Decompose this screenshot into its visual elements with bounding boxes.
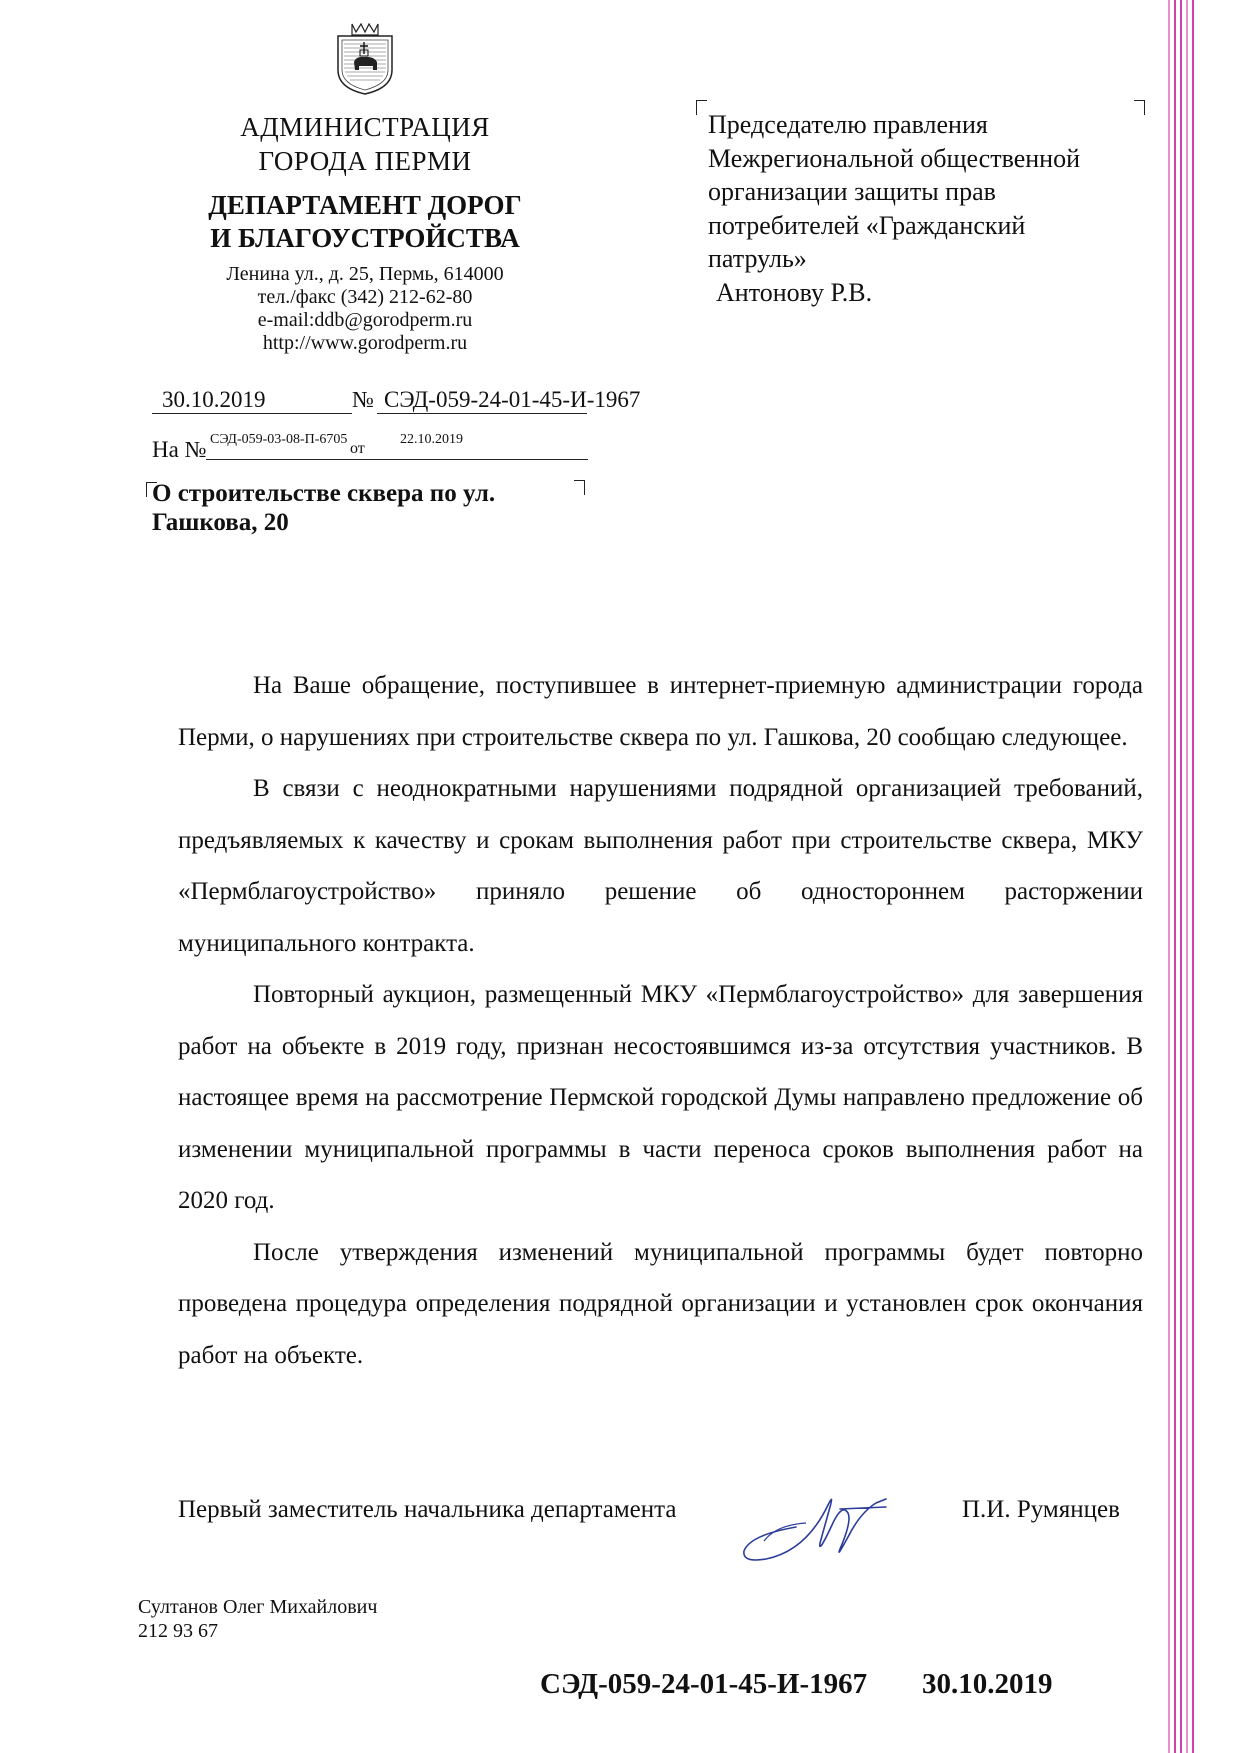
reference-date: 22.10.2019 (400, 432, 463, 447)
recipient-line: потребителей «Гражданский (708, 210, 1026, 240)
recipient-corner-left (696, 100, 707, 115)
recipient-line: патруль» (708, 244, 807, 273)
department-title-line1: ДЕПАРТАМЕНТ ДОРОГ (208, 190, 522, 220)
margin-line (1174, 0, 1176, 1753)
registration-number: СЭД-059-24-01-45-И-1967 (384, 387, 641, 412)
registration-number-underline (377, 413, 587, 414)
recipient-line: организации защиты прав (708, 177, 996, 206)
reference-underline (206, 459, 588, 460)
footer-registration-number: СЭД-059-24-01-45-И-1967 (540, 1668, 868, 1700)
signatory-name: П.И. Румянцев (962, 1496, 1120, 1523)
admin-title-line2: ГОРОДА ПЕРМИ (258, 146, 472, 176)
body-paragraph: После утверждения изменений муниципальной программы будет повторно проведена процедура определения подрядной организации и установлен срок окончания работ на объекте. (178, 1238, 1143, 1369)
recipient-block (708, 108, 1138, 309)
registration-number-label: № (352, 387, 374, 412)
executor-name: Султанов Олег Михайлович (138, 1596, 378, 1618)
handwritten-signature (736, 1485, 906, 1569)
footer-registration-date: 30.10.2019 (922, 1668, 1053, 1700)
signatory-position: Первый заместитель начальника департамента (178, 1496, 677, 1523)
letterhead-phone: тел./факс (342) 212-62-80 (257, 286, 473, 308)
margin-line (1186, 0, 1188, 1753)
recipient-line: Председателю правления (708, 110, 988, 139)
recipient-line: Межрегиональной общественной (708, 143, 1080, 173)
coat-of-arms-icon (334, 18, 396, 96)
registration-date: 30.10.2019 (162, 387, 266, 412)
reference-number: СЭД-059-03-08-П-6705 (210, 432, 348, 447)
margin-line (1180, 0, 1182, 1753)
margin-line (1168, 0, 1170, 1753)
subject-corner-right (574, 480, 585, 495)
letter-subject: О строительстве сквера по ул. Гашкова, 20 (152, 480, 496, 536)
department-title-line2: И БЛАГОУСТРОЙСТВА (210, 223, 520, 253)
body-paragraph: В связи с неоднократными нарушениями подрядной организацией требований, предъявляемых к качеству и срокам выполнения работ при строительстве сквера, МКУ «Пермблагоустройство» приняло решение об одностороннем расторжении муниципального контракта. (178, 775, 1143, 957)
letterhead-email: e-mail:ddb@gorodperm.ru (257, 309, 473, 331)
body-paragraph: На Ваше обращение, поступившее в интернет-приемную администрации города Перми, о нарушениях при строительстве сквера по ул. Гашкова, 20 сообщаю следующее. (178, 672, 1143, 751)
letterhead-address: Ленина ул., д. 25, Пермь, 614000 (226, 263, 504, 285)
body-paragraph: Повторный аукцион, размещенный МКУ «Пермблагоустройство» для завершения работ на объекте в 2019 году, признан несостоявшимся из-за отсутствия участников. В настоящее время на рассмотрение Пермской городской Думы направлено предложение об изменении муниципальной программы в части переноса сроков выполнения работ на 2020 год. (178, 981, 1143, 1214)
reference-label: На № (152, 437, 207, 462)
admin-title-line1: АДМИНИСТРАЦИЯ (240, 112, 490, 142)
letterhead-website: http://www.gorodperm.ru (262, 332, 468, 354)
executor-phone: 212 93 67 (138, 1620, 218, 1642)
margin-line (1192, 0, 1194, 1753)
letter-body (178, 660, 1143, 1381)
reference-from-label: от (350, 440, 365, 457)
recipient-name: Антонову Р.В. (716, 277, 873, 307)
registration-date-underline (152, 413, 352, 414)
